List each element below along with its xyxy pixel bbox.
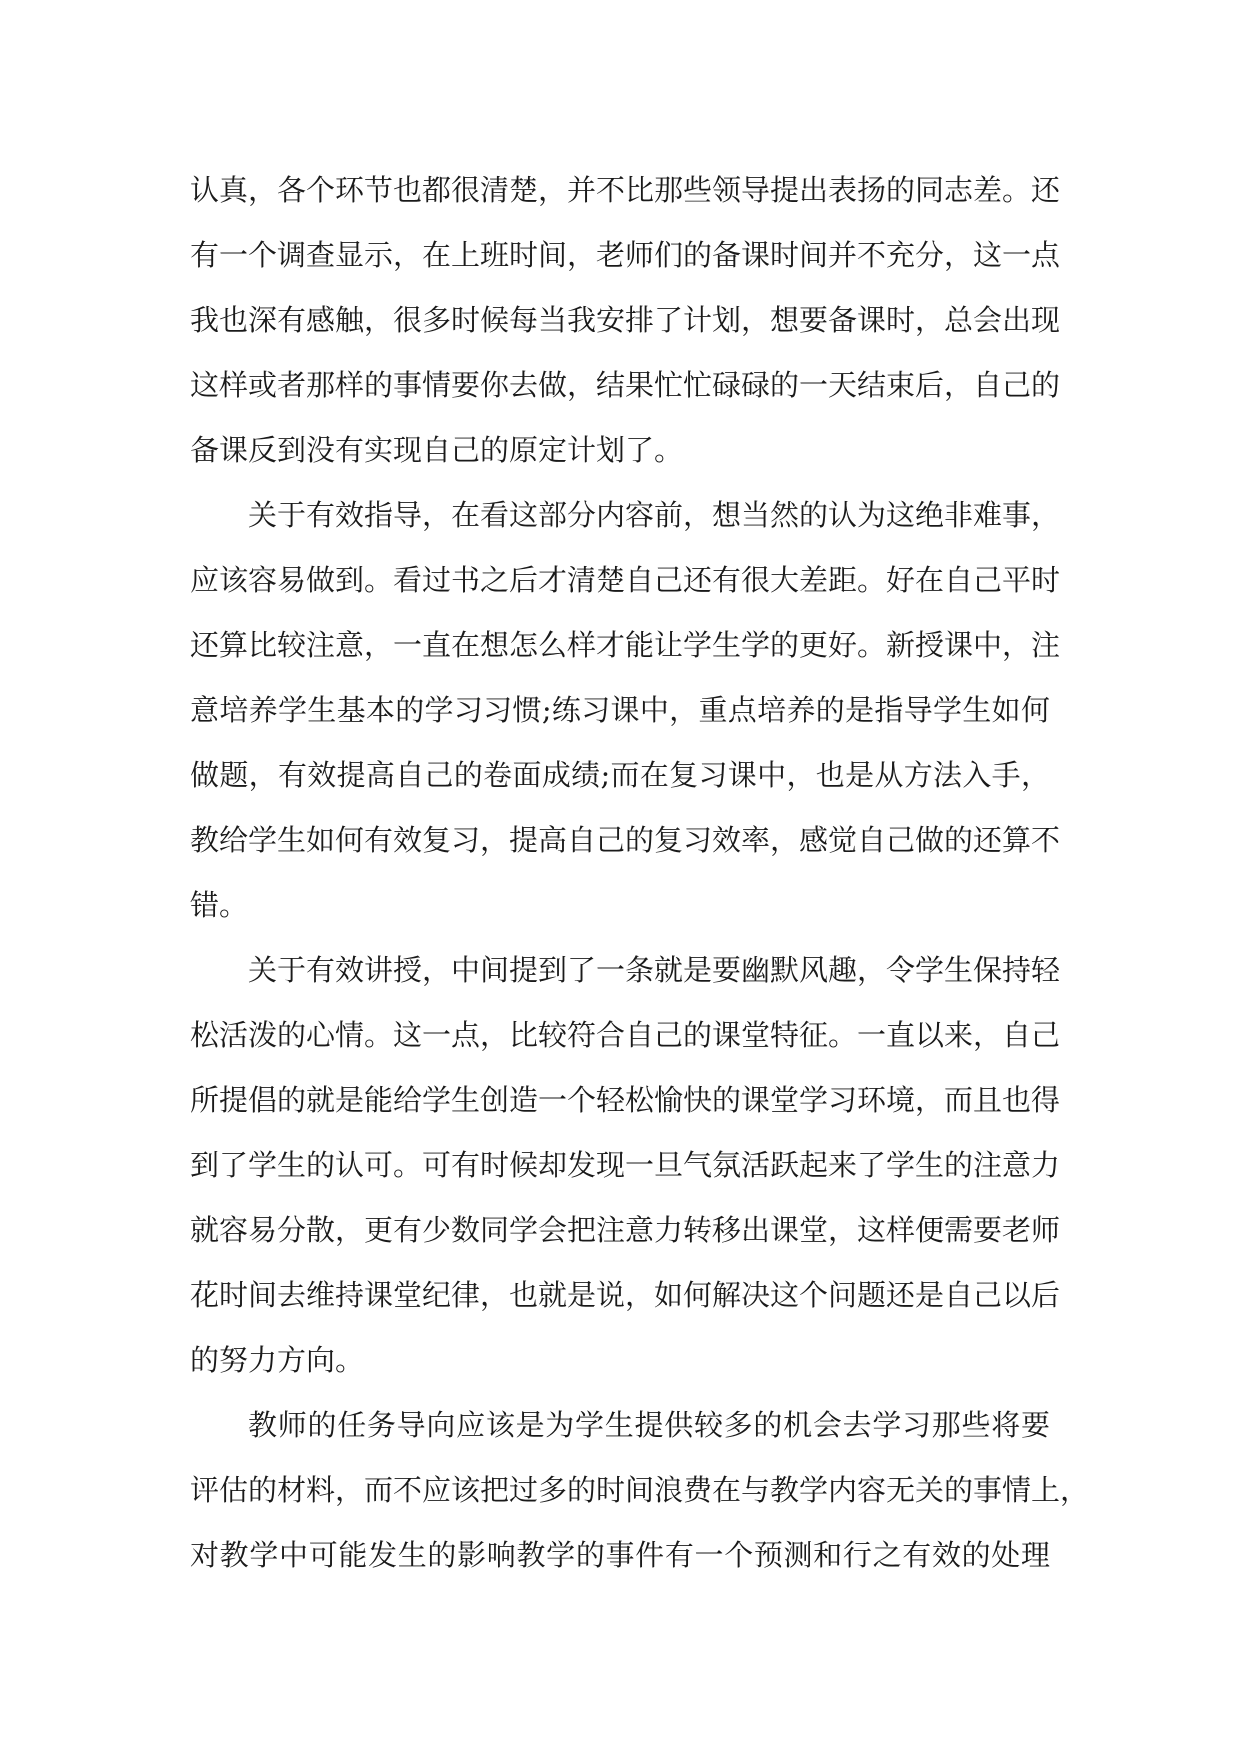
text-line: 的努力方向。 <box>190 1343 365 1377</box>
paragraph <box>190 158 1061 483</box>
text-line: 还算比较注意，一直在想怎么样才能让学生学的更好。新授课中，注 <box>190 628 1061 662</box>
text-line: 所提倡的就是能给学生创造一个轻松愉快的课堂学习环境，而且也得 <box>190 1083 1061 1117</box>
paragraph <box>190 938 1061 1393</box>
text-line: 意培养学生基本的学习习惯;练习课中，重点培养的是指导学生如何 <box>190 693 1050 727</box>
document-body <box>190 158 1090 1588</box>
text-line: 有一个调查显示，在上班时间，老师们的备课时间并不充分，这一点 <box>190 238 1061 272</box>
text-line: 松活泼的心情。这一点，比较符合自己的课堂特征。一直以来，自己 <box>190 1018 1061 1052</box>
paragraph <box>190 1393 1090 1588</box>
text-line: 关于有效指导，在看这部分内容前，想当然的认为这绝非难事， <box>248 498 1061 532</box>
text-line: 认真，各个环节也都很清楚，并不比那些领导提出表扬的同志差。还 <box>190 173 1061 207</box>
text-line: 关于有效讲授，中间提到了一条就是要幽默风趣，令学生保持轻 <box>248 953 1061 987</box>
text-line: 备课反到没有实现自己的原定计划了。 <box>190 433 684 467</box>
text-line: 错。 <box>190 888 249 922</box>
text-line: 教师的任务导向应该是为学生提供较多的机会去学习那些将要 <box>248 1408 1050 1442</box>
text-line: 花时间去维持课堂纪律，也就是说，如何解决这个问题还是自己以后 <box>190 1278 1061 1312</box>
text-line: 应该容易做到。看过书之后才清楚自己还有很大差距。好在自己平时 <box>190 563 1061 597</box>
text-line: 我也深有感触，很多时候每当我安排了计划，想要备课时，总会出现 <box>190 303 1061 337</box>
text-line: 对教学中可能发生的影响教学的事件有一个预测和行之有效的处理 <box>190 1538 1050 1572</box>
text-line: 这样或者那样的事情要你去做，结果忙忙碌碌的一天结束后，自己的 <box>190 368 1061 402</box>
text-line: 教给学生如何有效复习，提高自己的复习效率，感觉自己做的还算不 <box>190 823 1061 857</box>
text-line: 评估的材料，而不应该把过多的时间浪费在与教学内容无关的事情上， <box>190 1473 1090 1507</box>
text-line: 做题，有效提高自己的卷面成绩;而在复习课中，也是从方法入手， <box>190 758 1050 792</box>
text-line: 到了学生的认可。可有时候却发现一旦气氛活跃起来了学生的注意力 <box>190 1148 1061 1182</box>
text-line: 就容易分散，更有少数同学会把注意力转移出课堂，这样便需要老师 <box>190 1213 1061 1247</box>
paragraph <box>190 483 1061 938</box>
